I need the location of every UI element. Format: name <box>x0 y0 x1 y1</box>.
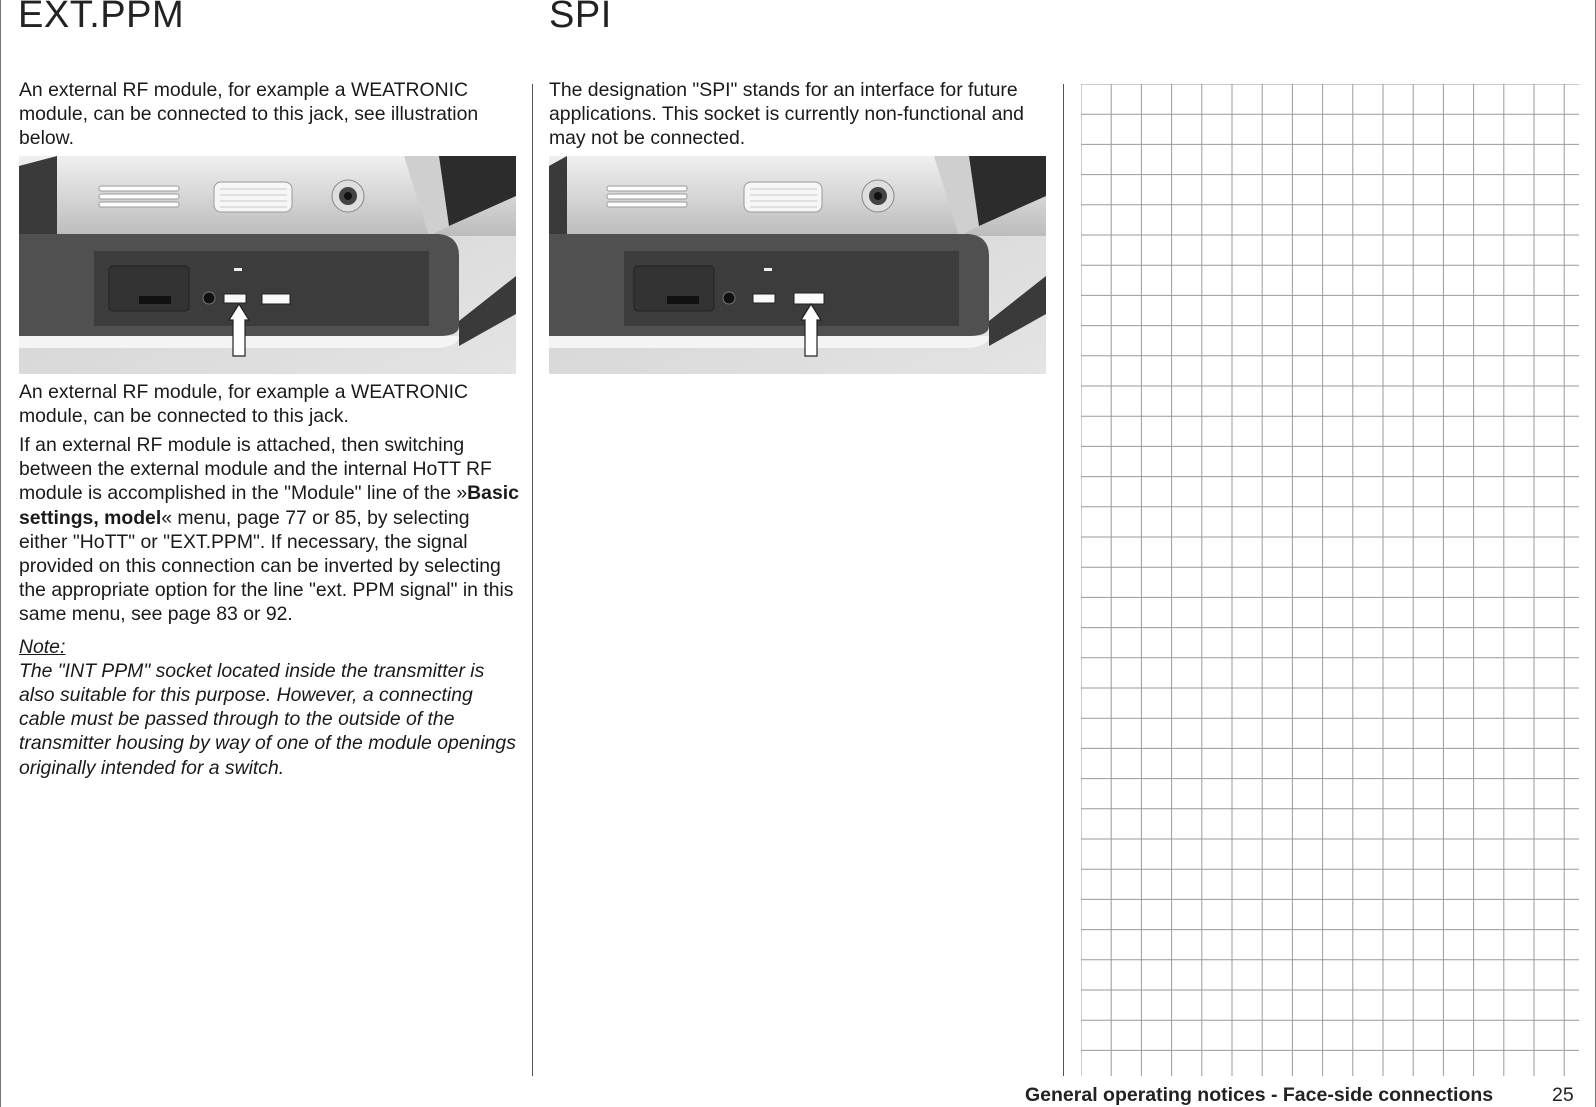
column-divider-left <box>532 84 533 1076</box>
ext-ppm-paragraph-1: An external RF module, for example a WEATRONIC module, can be connected to this jack. <box>19 380 469 427</box>
spi-photo <box>549 156 1046 374</box>
spi-heading: SPI <box>549 0 612 36</box>
spi-column <box>549 78 1049 380</box>
para2-text-after: « menu, page 77 or 85, by selecting either "HoTT" or "EXT.PPM". If necessary, the signal provided on this connection can be inverted by selecting the appropriate option for the line "ext. PPM signal" in this same menu, see page 83 or 92. <box>19 506 514 626</box>
ext-ppm-photo <box>19 156 516 374</box>
basic-settings-menu-ref: Basic settings, model <box>19 482 519 529</box>
left-border-rule <box>0 0 1 1107</box>
note-text: The "INT PPM" socket located inside the transmitter is also suitable for this purpose. However, a connecting cable must be passed through to the outside of the transmitter housing by way of one of the module openings originally intended for a switch. <box>19 659 516 779</box>
column-divider-right <box>1063 84 1064 1076</box>
notes-grid <box>1081 84 1579 1076</box>
footer-section-title: General operating notices - Face-side connections <box>1025 1084 1494 1106</box>
ext-ppm-column <box>19 78 519 780</box>
spi-intro: The designation "SPI" stands for an interface for future applications. This socket is currently non-functional and may not be connected. <box>549 79 1024 150</box>
para2-text-before: If an external RF module is attached, then switching between the external module and the internal HoTT RF module is accomplished in the "Module" line of the » <box>19 434 492 505</box>
note-label: Note: <box>19 635 66 658</box>
ext-ppm-paragraph-2 <box>19 433 519 627</box>
ext-ppm-intro: An external RF module, for example a WEATRONIC module, can be connected to this jack, see illustration below. <box>19 79 479 150</box>
ext-ppm-heading: EXT.PPM <box>18 0 185 36</box>
note-block <box>19 635 519 780</box>
page-number: 25 <box>1552 1084 1574 1106</box>
